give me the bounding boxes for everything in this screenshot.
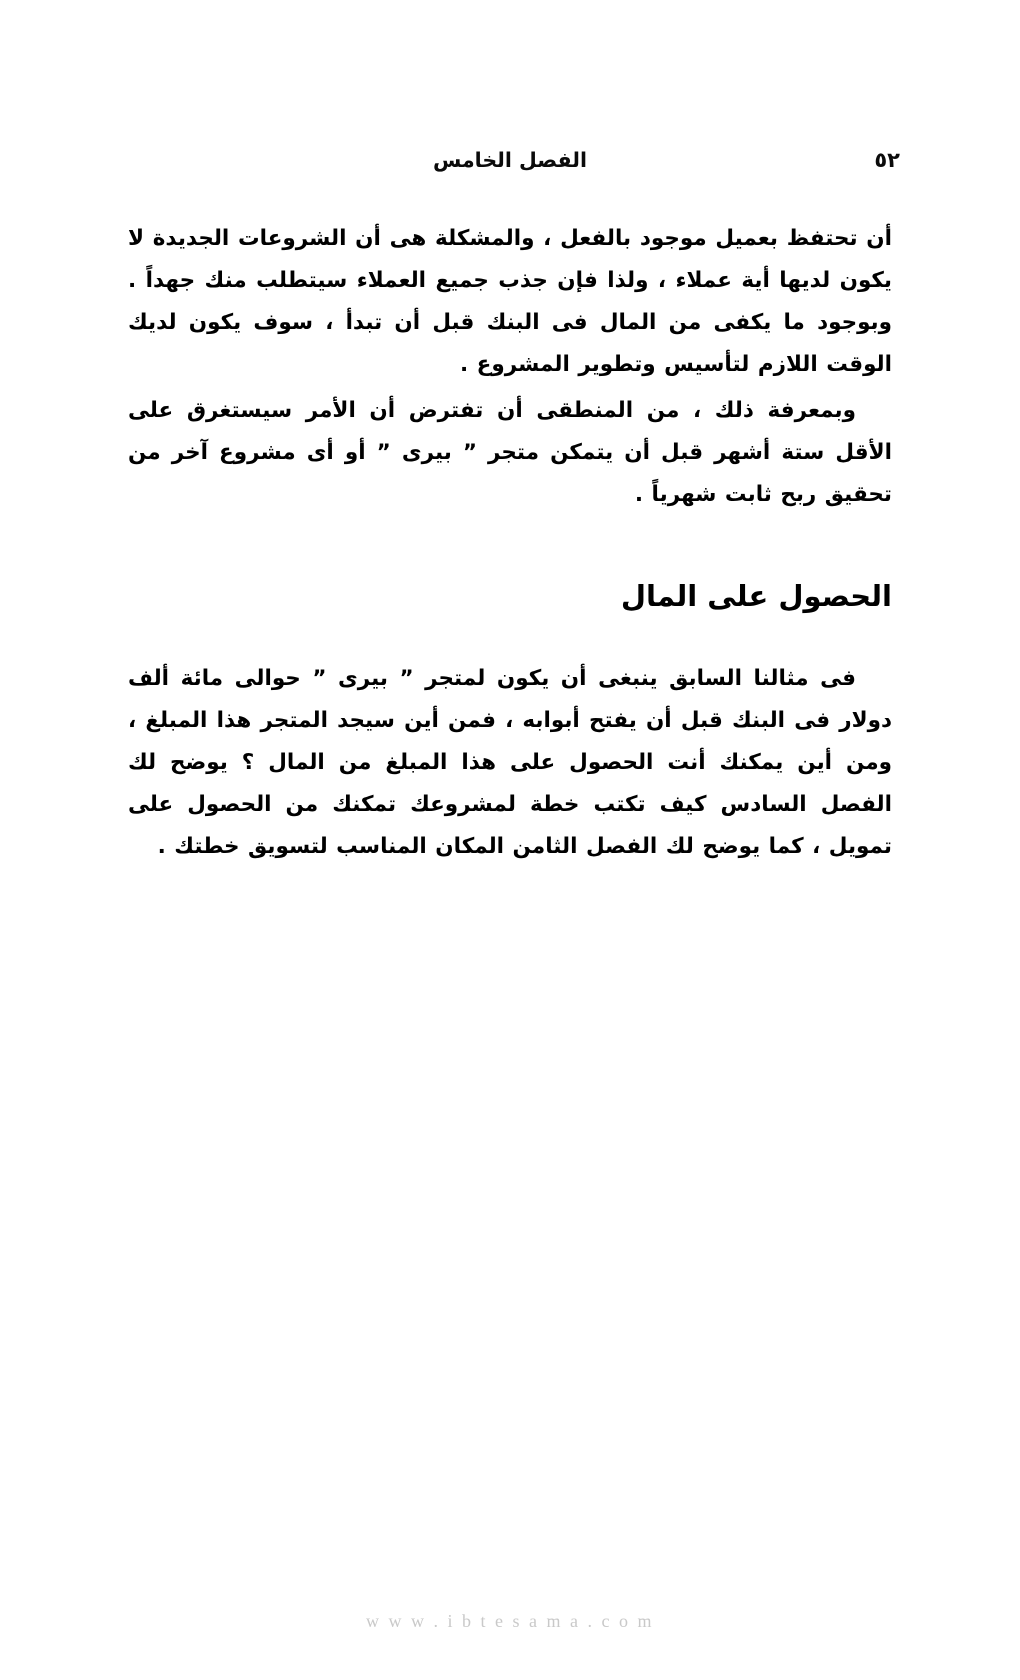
running-head: [120, 150, 900, 184]
page-content: [128, 218, 892, 868]
section-heading: الحصول على المال: [620, 579, 892, 613]
paragraph-2: وبمعرفة ذلك ، من المنطقى أن تفترض أن الأمر سيستغرق على الأقل ستة أشهر قبل أن يتمكن متجر ” بيرى ” أو أى مشروع آخر من تحقيق ربح ثابت شهرياً .: [128, 398, 892, 507]
chapter-title: الفصل الخامس: [433, 148, 587, 172]
section-heading-wrap: [128, 578, 892, 614]
site-watermark: w w w . i b t e s a m a . c o m: [366, 1611, 654, 1631]
paragraph-1: أن تحتفظ بعميل موجود بالفعل ، والمشكلة هى أن الشروعات الجديدة لا يكون لديها أية عملاء ، ولذا فإن جذب جميع العملاء سيتطلب منك جهداً . وبوجود ما يكفى من المال فى البنك قبل أن تبدأ ، سوف يكون لديك الوقت اللازم لتأسيس وتطوير المشروع .: [128, 226, 892, 377]
page-number: ٥٢: [874, 148, 900, 172]
paragraph-3: فى مثالنا السابق ينبغى أن يكون لمتجر ” بيرى ” حوالى مائة ألف دولار فى البنك قبل أن يفتح أبوابه ، فمن أين سيجد المتجر هذا المبلغ ، ومن أين يمكنك أنت الحصول على هذا المبلغ من المال ؟ يوضح لك الفصل السادس كيف تكتب خطة لمشروعك تمكنك من الحصول على تمويل ، كما يوضح لك الفصل الثامن المكان المناسب لتسويق خطتك .: [128, 666, 892, 860]
